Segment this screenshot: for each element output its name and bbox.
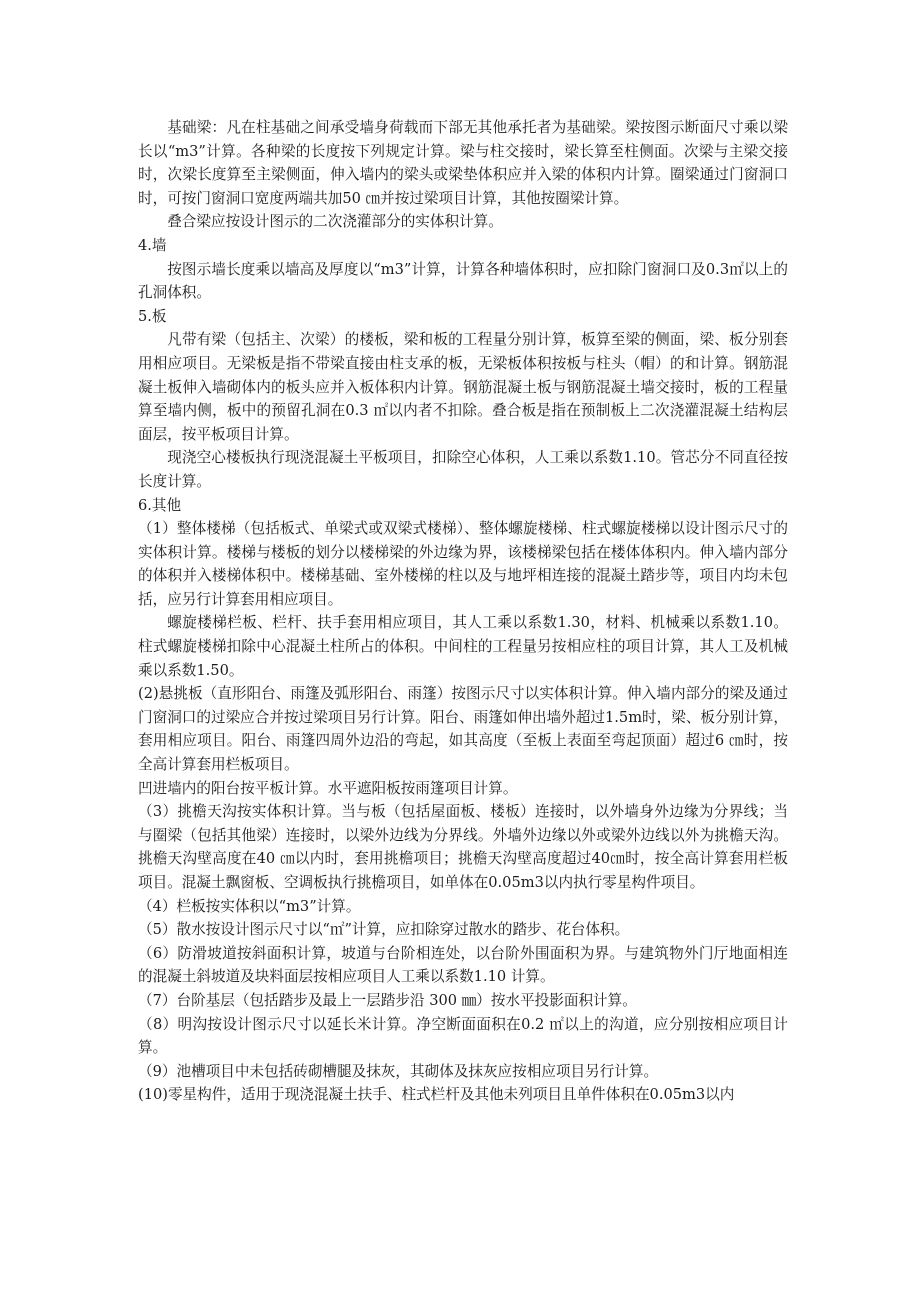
list-item-ramp: （6）防滑坡道按斜面积计算，坡道与台阶相连处，以台阶外围面积为界。与建筑物外门厅地面相连的混凝土斜坡道及块料面层按相应项目人工乘以系数1.10 计算。	[138, 944, 788, 986]
paragraph-hollow-slab: 现浇空心楼板执行现浇混凝土平板项目，扣除空心体积，人工乘以系数1.10。管芯分不同直径按长度计算。	[138, 449, 788, 490]
list-item-minor-components: (10)零星构件，适用于现浇混凝土扶手、柱式栏杆及其他未列项目且单件体积在0.05m3以内	[138, 1086, 735, 1104]
list-item-open-ditch: （8）明沟按设计图示尺寸以延长米计算。净空断面面积在0.2 ㎡以上的沟道，应分别按相应项目计算。	[138, 1015, 788, 1057]
section-heading-slab: 5.板	[138, 307, 167, 325]
section-heading-other: 6.其他	[138, 496, 182, 514]
paragraph-composite-beam: 叠合梁应按设计图示的二次浇灌部分的实体积计算。	[167, 213, 503, 231]
document-body	[138, 116, 788, 1107]
list-item-stairs: （1）整体楼梯（包括板式、单梁式或双梁式楼梯）、整体螺旋楼梯、柱式螺旋楼梯以设计图示尺寸的实体积计算。楼梯与楼板的划分以楼梯梁的外边缘为界，该楼梯梁包括在楼体体积内。伸入墙内部分的体积并入楼梯体积中。楼梯基础、室外楼梯的柱以及与地坪相连接的混凝土踏步等，项目内均未包括，应另行计算套用相应项目。	[138, 520, 788, 608]
paragraph-spiral-stairs: 螺旋楼梯栏板、栏杆、扶手套用相应项目，其人工乘以系数1.30，材料、机械乘以系数1.10。 柱式螺旋楼梯扣除中心混凝土柱所占的体积。中间柱的工程量另按相应柱的项目计算，其人工及机械乘以系数1.50。	[138, 614, 788, 679]
paragraph-recessed-balcony: 凹进墙内的阳台按平板计算。水平遮阳板按雨篷项目计算。	[138, 779, 518, 797]
paragraph-wall: 按图示墙长度乘以墙高及厚度以“m3”计算，计算各种墙体积时，应扣除门窗洞口及0.3㎡以上的孔洞体积。	[138, 260, 788, 302]
list-item-tank: （9）池槽项目中未包括砖砌槽腿及抹灰，其砌体及抹灰应按相应项目另行计算。	[138, 1062, 659, 1080]
paragraph-slab: 凡带有梁（包括主、次梁）的楼板，梁和板的工程量分别计算，板算至梁的侧面，梁、板分别套用相应项目。无梁板是指不带梁直接由柱支承的板，无梁板体积按板与柱头（帽）的和计算。钢筋混凝土板伸入墙砌体内的板头应并入板体积内计算。钢筋混凝土板与钢筋混凝土墙交接时，板的工程量算至墙内侧，板中的预留孔洞在0.3 ㎡以内者不扣除。叠合板是指在预制板上二次浇灌混凝土结构层面层，按平板项目计算。	[138, 331, 788, 443]
list-item-eaves-gutter: （3）挑檐天沟按实体积计算。当与板（包括屋面板、楼板）连接时，以外墙身外边缘为分界线；当与圈梁（包括其他梁）连接时，以梁外边线为分界线。外墙外边缘以外或梁外边线以外为挑檐天沟。挑檐天沟壁高度在40 ㎝以内时，套用挑檐项目；挑檐天沟壁高度超过40㎝时，按全高计算套用栏板项目。混凝土飘窗板、空调板执行挑檐项目，如单体在0.05m3以内执行零星构件项目。	[138, 803, 788, 891]
list-item-cantilever-slab: (2)悬挑板（直形阳台、雨篷及弧形阳台、雨篷）按图示尺寸以实体积计算。伸入墙内部分的梁及通过门窗洞口的过梁应合并按过梁项目另行计算。阳台、雨篷如伸出墙外超过1.5m时，梁、板分别计算，套用相应项目。阳台、雨篷四周外边沿的弯起，如其高度（至板上表面至弯起顶面）超过6 ㎝时，按全高计算套用栏板项目。	[138, 685, 788, 774]
list-item-apron: （5）散水按设计图示尺寸以“㎡”计算，应扣除穿过散水的踏步、花台体积。	[138, 921, 630, 939]
section-heading-wall: 4.墙	[138, 236, 167, 254]
list-item-steps: （7）台阶基层（包括踏步及最上一层踏步沿 300 ㎜）按水平投影面积计算。	[138, 991, 637, 1009]
paragraph-foundation-beam: 基础梁：凡在柱基础之间承受墙身荷载而下部无其他承托者为基础梁。梁按图示断面尺寸乘以梁长以“m3”计算。各种梁的长度按下列规定计算。梁与柱交接时，梁长算至柱侧面。次梁与主梁交接时，次梁长度算至主梁侧面，伸入墙内的梁头或梁垫体积应并入梁的体积内计算。圈梁通过门窗洞口时，可按门窗洞口宽度两端共加50 ㎝并按过梁项目计算，其他按圈梁计算。	[138, 119, 788, 207]
list-item-parapet: （4）栏板按实体积以“m3”计算。	[138, 897, 361, 915]
